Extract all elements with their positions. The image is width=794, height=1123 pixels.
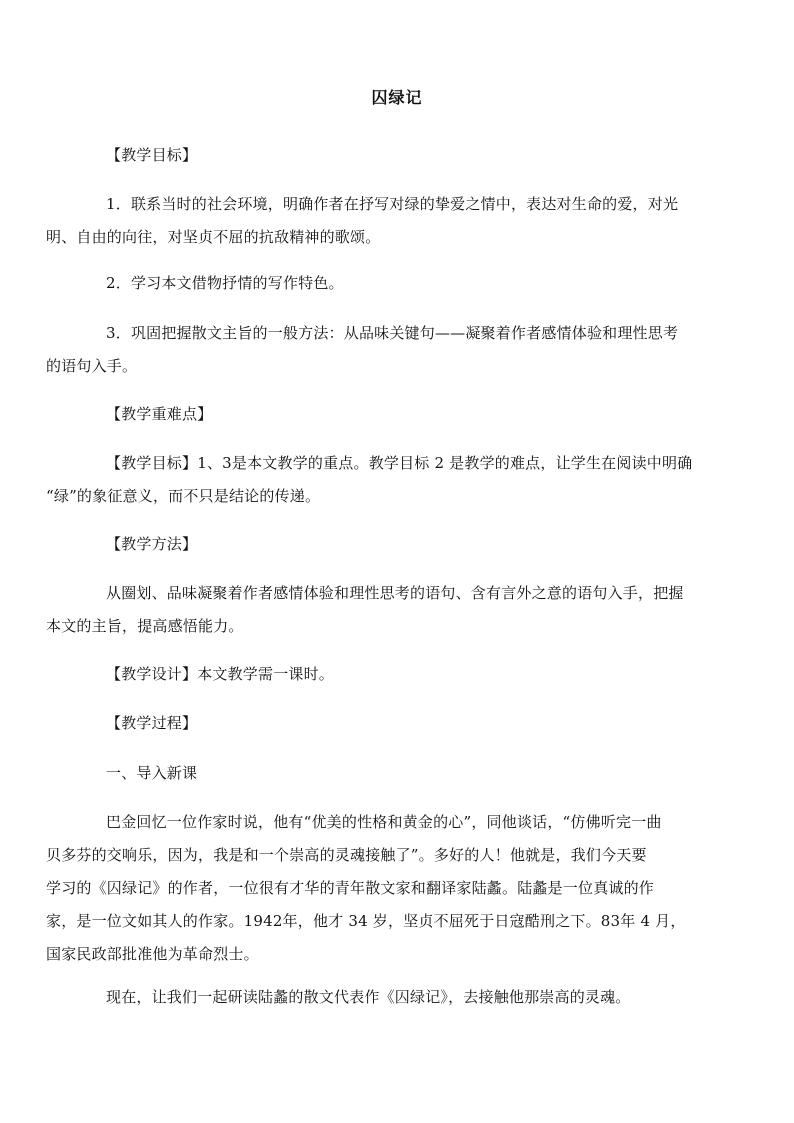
heading-text: 【教学方法】 (106, 535, 198, 553)
intro-line-1: 巴金回忆一位作家时说，他有“优美的性格和黄金的心”，同他谈话，“仿佛听完一曲 (106, 813, 662, 831)
heading-teaching-process (76, 707, 716, 740)
key-points-line-2: “绿”的象征意义，而不只是结论的传递。 (46, 487, 321, 505)
teaching-design-text: 【教学设计】本文教学需一课时。 (106, 665, 335, 683)
closing-paragraph (76, 981, 716, 1014)
heading-text: 【教学目标】 (106, 146, 198, 164)
objective-1-line-2: 明、自由的向往，对坚贞不屈的抗敌精神的歌颂。 (46, 228, 381, 246)
teaching-design (76, 658, 716, 691)
key-points-paragraph (46, 447, 716, 513)
methods-line-1: 从圈划、品味凝聚着作者感情体验和理性思考的语句、含有言外之意的语句入手，把握 (106, 584, 684, 602)
objective-3 (46, 317, 716, 383)
objective-1 (46, 188, 716, 254)
section-heading-text: 一、导入新课 (106, 764, 198, 782)
methods-line-2: 本文的主旨，提高感悟能力。 (46, 617, 244, 635)
objective-3-line-1: 3．巩固把握散文主旨的一般方法：从品味关键句——凝聚着作者感情体验和理性思考 (106, 324, 679, 342)
heading-text: 【教学过程】 (106, 714, 198, 732)
closing-text: 现在，让我们一起研读陆蠡的散文代表作《囚绿记》，去接触他那崇高的灵魂。 (106, 988, 631, 1006)
heading-teaching-objectives (76, 139, 716, 172)
objective-1-line-1: 1．联系当时的社会环境，明确作者在抒写对绿的挚爱之情中，表达对生命的爱，对光 (106, 195, 679, 213)
objective-3-line-2: 的语句入手。 (46, 357, 138, 375)
intro-line-5: 国家民政部批准他为革命烈士。 (46, 945, 259, 963)
section-heading-intro (76, 757, 716, 790)
intro-paragraph (46, 806, 716, 971)
intro-line-2: 贝多芬的交响乐，因为，我是和一个崇高的灵魂接触了”。多好的人！他就是，我们今天要 (46, 846, 647, 864)
key-points-line-1: 【教学目标】1、3是本文教学的重点。教学目标 2 是教学的难点，让学生在阅读中明确 (106, 454, 693, 472)
objective-2-text: 2．学习本文借物抒情的写作特色。 (106, 274, 344, 292)
objective-2 (76, 267, 716, 300)
intro-line-3: 学习的《囚绿记》的作者，一位很有才华的青年散文家和翻译家陆蠡。陆蠡是一位真诚的作 (46, 879, 655, 897)
methods-paragraph (46, 577, 716, 643)
heading-text: 【教学重难点】 (106, 405, 213, 423)
document-title: 囚绿记 (371, 88, 423, 107)
intro-line-4: 家，是一位文如其人的作家。1942年，他才 34 岁，坚贞不屈死于日寇酷刑之下。83年 4 月， (46, 912, 686, 930)
heading-key-difficult-points (76, 398, 716, 431)
heading-teaching-methods (76, 528, 716, 561)
